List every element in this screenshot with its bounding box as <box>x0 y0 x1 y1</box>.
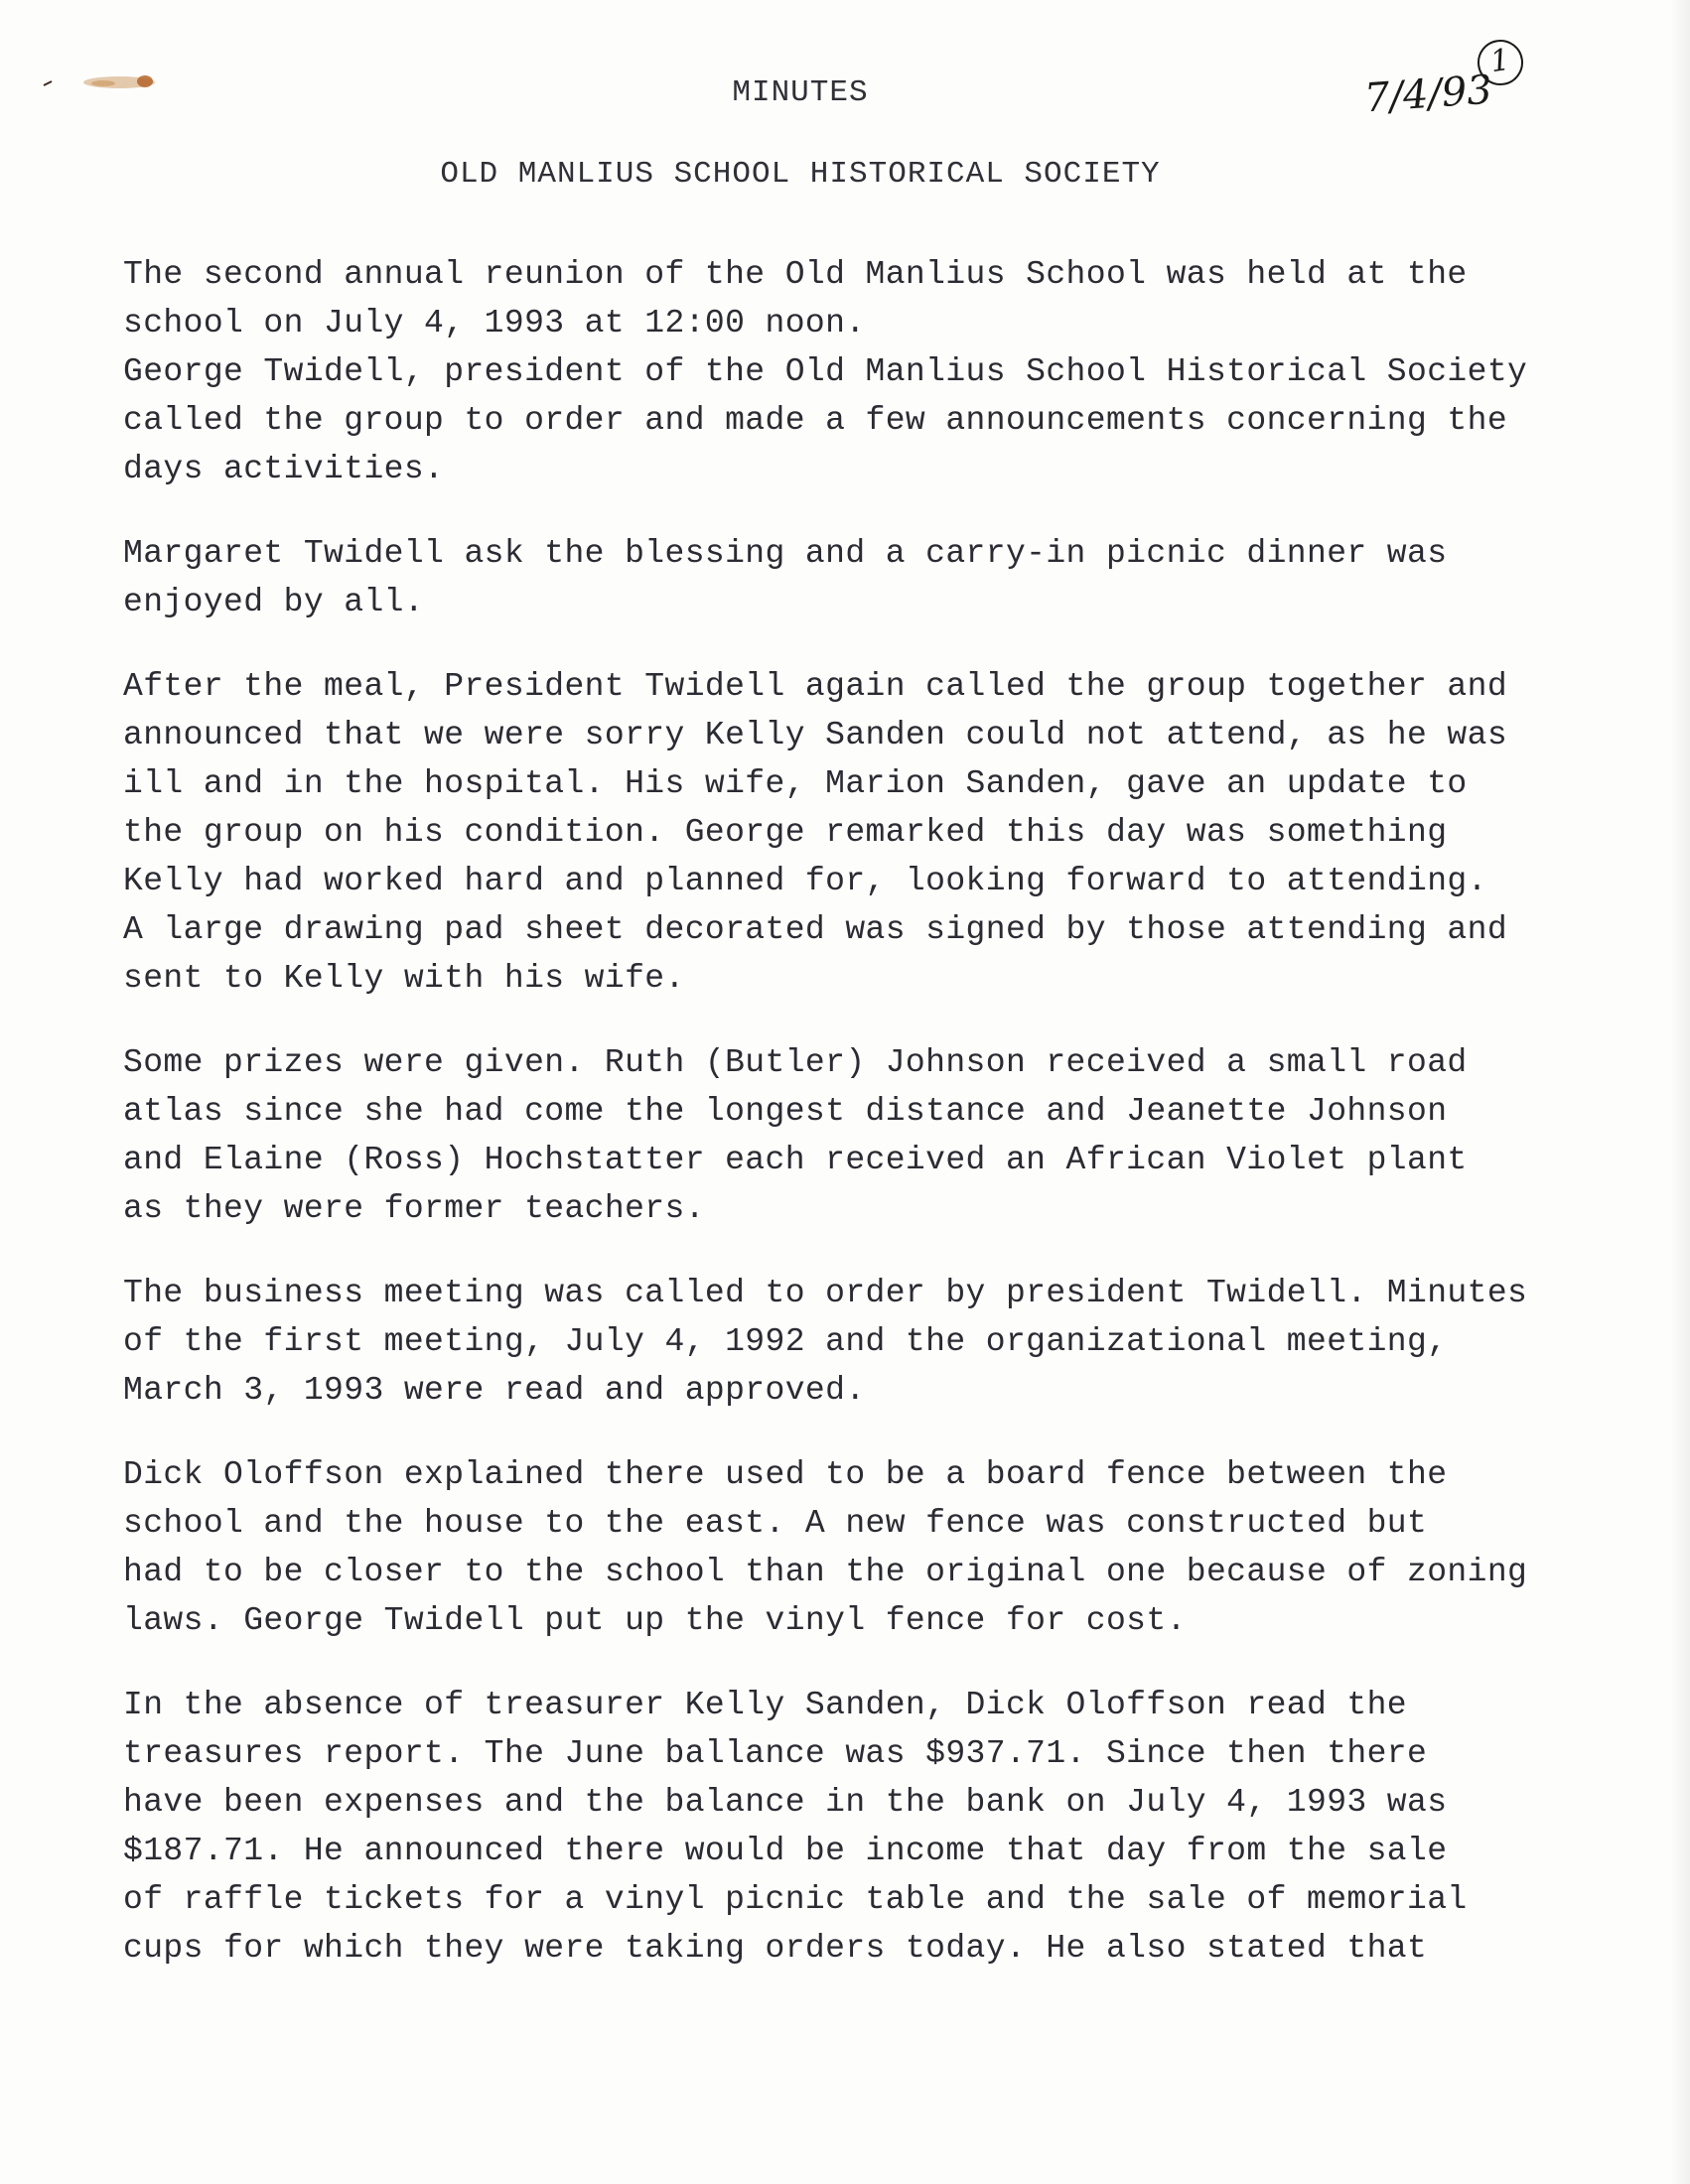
text-line: cups for which they were taking orders today. He also stated that <box>123 1930 1428 1967</box>
paragraph-business-meeting <box>123 1269 1533 1415</box>
text-line: Dick Oloffson explained there used to be a board fence between the <box>123 1456 1448 1493</box>
text-line: had to be closer to the school than the original one because of zoning <box>123 1554 1528 1590</box>
text-line: $187.71. He announced there would be income that day from the sale <box>123 1833 1448 1869</box>
text-line: A large drawing pad sheet decorated was signed by those attending and <box>123 911 1508 948</box>
text-line: laws. George Twidell put up the vinyl fence for cost. <box>123 1602 1187 1639</box>
document-title: MINUTES <box>732 75 869 110</box>
paragraph-opening <box>123 250 1533 493</box>
text-line: March 3, 1993 were read and approved. <box>123 1372 866 1409</box>
text-line: treasures report. The June ballance was $937.71. Since then there <box>123 1735 1428 1772</box>
text-line: sent to Kelly with his wife. <box>123 960 685 997</box>
paragraph-announcement <box>123 662 1533 1003</box>
paragraph-blessing <box>123 529 1533 626</box>
minutes-body <box>123 250 1533 2008</box>
handwritten-date: 7/4/93 <box>1362 67 1494 122</box>
text-line: school on July 4, 1993 at 12:00 noon. <box>123 305 866 341</box>
page-edge-shadow <box>1670 0 1690 2184</box>
text-line: The second annual reunion of the Old Manlius School was held at the <box>123 256 1468 293</box>
text-line: and Elaine (Ross) Hochstatter each received an African Violet plant <box>123 1142 1468 1178</box>
page-number-text: 1 <box>1487 42 1512 80</box>
text-line: George Twidell, president of the Old Manlius School Historical Society <box>123 353 1528 390</box>
text-line: In the absence of treasurer Kelly Sanden, Dick Oloffson read the <box>123 1687 1408 1723</box>
paragraph-prizes <box>123 1038 1533 1233</box>
text-line: have been expenses and the balance in the bank on July 4, 1993 was <box>123 1784 1448 1821</box>
text-line: ill and in the hospital. His wife, Marion Sanden, gave an update to <box>123 765 1468 802</box>
text-line: Some prizes were given. Ruth (Butler) Johnson received a small road <box>123 1044 1468 1081</box>
paragraph-treasurer-report <box>123 1681 1533 1973</box>
text-line: school and the house to the east. A new fence was constructed but <box>123 1505 1428 1542</box>
text-line: Margaret Twidell ask the blessing and a carry-in picnic dinner was <box>123 535 1448 572</box>
text-line: Kelly had worked hard and planned for, looking forward to attending. <box>123 863 1487 899</box>
paragraph-fence <box>123 1450 1533 1645</box>
text-line: announced that we were sorry Kelly Sanden could not attend, as he was <box>123 717 1508 753</box>
text-line: After the meal, President Twidell again called the group together and <box>123 668 1508 705</box>
text-line: the group on his condition. George remarked this day was something <box>123 814 1448 851</box>
text-line: atlas since she had come the longest distance and Jeanette Johnson <box>123 1093 1448 1130</box>
text-line: of the first meeting, July 4, 1992 and the organizational meeting, <box>123 1323 1448 1360</box>
text-line: days activities. <box>123 451 445 487</box>
text-line: called the group to order and made a few announcements concerning the <box>123 402 1508 439</box>
text-line: of raffle tickets for a vinyl picnic table and the sale of memorial <box>123 1881 1468 1918</box>
document-subtitle: OLD MANLIUS SCHOOL HISTORICAL SOCIETY <box>440 157 1161 192</box>
text-line: enjoyed by all. <box>123 584 425 620</box>
text-line: as they were former teachers. <box>123 1190 705 1227</box>
text-line: The business meeting was called to order by president Twidell. Minutes <box>123 1275 1528 1311</box>
